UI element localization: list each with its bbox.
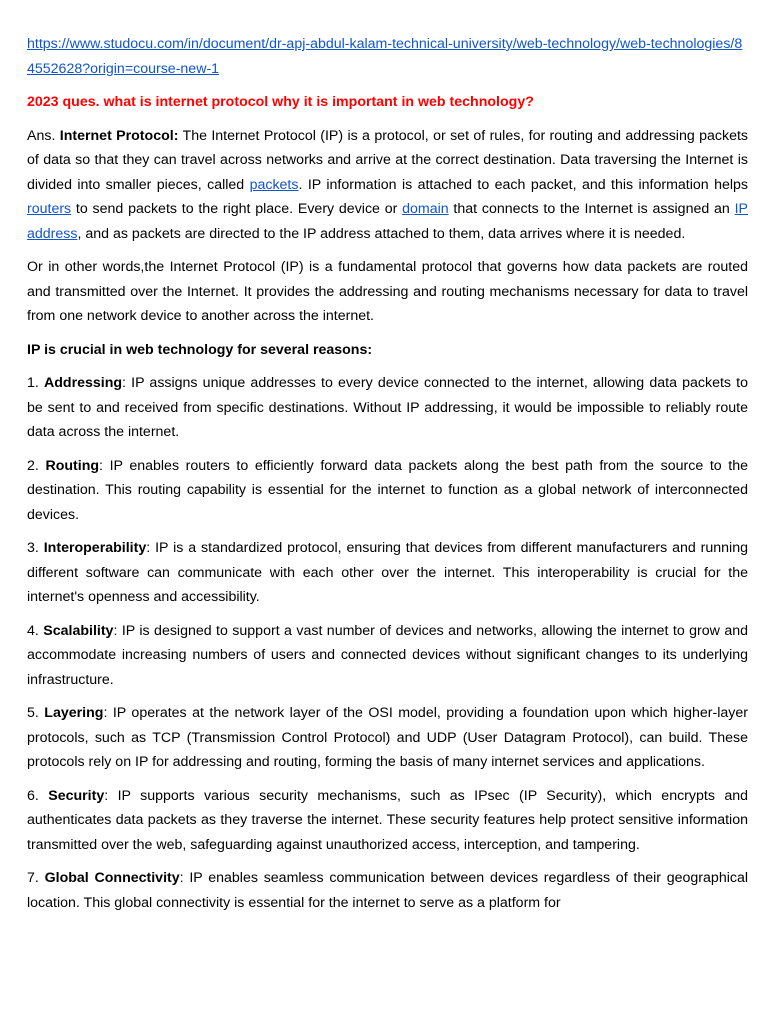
reason-text: : IP operates at the network layer of the OSI model, providing a foundation upon which higher-layer protocols, such as TCP (Transmission Control Protocol) and UDP (User Datagram Protocol), can build. These protocols rely on IP for addressing and routing, forming the basis of many internet services and applications.	[27, 705, 748, 770]
answer-text: to send packets to the right place. Every device or	[71, 201, 403, 217]
reason-title: Interoperability	[43, 540, 147, 556]
reason-number: 1.	[27, 375, 44, 391]
reason-item	[27, 536, 748, 610]
reason-item	[27, 701, 748, 775]
other-words-paragraph	[27, 255, 748, 329]
reason-title: Addressing	[43, 375, 123, 391]
other-words-text: the Internet Protocol (IP) is a fundamental protocol that governs how data packets are routed and transmitted over the Internet. It provides the addressing and routing mechanisms necessary for data to travel from one network device to another across the internet.	[27, 259, 748, 324]
routers-link[interactable]: routers	[27, 201, 72, 217]
reason-text: : IP is a standardized protocol, ensuring that devices from different manufacturers and running different software can communicate with each other over the internet. This interoperability is crucial for the internet's openness and accessibility.	[27, 540, 748, 605]
reason-number: 3.	[27, 540, 44, 556]
reason-item	[27, 454, 748, 528]
answer-text: , and as packets are directed to the IP address attached to them, data arrives where it is needed.	[77, 225, 686, 242]
reason-text: : IP enables seamless communication between devices regardless of their geographical location. This global connectivity is essential for the internet to serve as a platform for	[27, 870, 748, 911]
reason-number: 2.	[27, 457, 46, 474]
answer-paragraph	[27, 124, 748, 247]
reason-title: Routing	[45, 457, 100, 474]
other-words-lead: Or in other words,	[27, 259, 145, 275]
reason-title: Layering	[44, 705, 104, 721]
answer-term: Internet Protocol:	[59, 127, 179, 144]
reason-title: Scalability	[43, 622, 114, 639]
reason-text: : IP enables routers to efficiently forward data packets along the best path from the source to the destination. This routing capability is essential for the internet to function as a global network of interconnected devices.	[27, 457, 748, 523]
reason-title: Global Connectivity	[44, 870, 180, 886]
reason-text: : IP assigns unique addresses to every device connected to the internet, allowing data packets to be sent to and received from specific destinations. Without IP addressing, it would be impossible to reliably route data across the internet.	[27, 375, 748, 440]
reason-title: Security	[48, 787, 105, 804]
reason-item	[27, 371, 748, 445]
reason-number: 7.	[27, 870, 45, 886]
domain-link[interactable]: domain	[402, 201, 449, 217]
reason-item	[27, 866, 748, 915]
reason-number: 6.	[27, 787, 49, 804]
reason-number: 5.	[27, 705, 45, 721]
reason-number: 4.	[27, 622, 44, 639]
source-link[interactable]: https://www.studocu.com/in/document/dr-apj-abdul-kalam-technical-university/web-technology/web-technologies/84552628?origin=course-new-1	[27, 36, 743, 77]
answer-prefix: Ans.	[27, 127, 60, 144]
reasons-heading	[27, 338, 748, 363]
reason-item	[27, 619, 748, 693]
reason-text: : IP supports various security mechanisms, such as IPsec (IP Security), which encrypts and authenticates data packets as they traverse the internet. These security features help protect sensitive information transmitted over the web, safeguarding against unauthorized access, interception, and tampering.	[27, 787, 748, 853]
answer-text: The Internet Protocol (IP) is a protocol, or set of rules, for routing and addressing packets of data so that they can travel across networks and arrive at the correct destination. Data traversing the Internet is divided into smaller pieces, called	[27, 127, 748, 193]
reasons-heading-text: IP is crucial in web technology for several reasons:	[27, 341, 373, 358]
ip-address-link[interactable]: IP address	[27, 201, 748, 242]
question-heading: 2023 ques. what is internet protocol why it is important in web technology?	[27, 94, 534, 110]
answer-text: that connects to the Internet is assigned an	[448, 201, 735, 217]
answer-text: . IP information is attached to each packet, and this information helps	[298, 176, 748, 193]
packets-link[interactable]: packets	[249, 176, 299, 193]
reason-text: : IP is designed to support a vast number of devices and networks, allowing the internet to grow and accommodate increasing numbers of users and connected devices without significant changes to its underlying infrastructure.	[27, 622, 748, 688]
reason-item	[27, 784, 748, 858]
